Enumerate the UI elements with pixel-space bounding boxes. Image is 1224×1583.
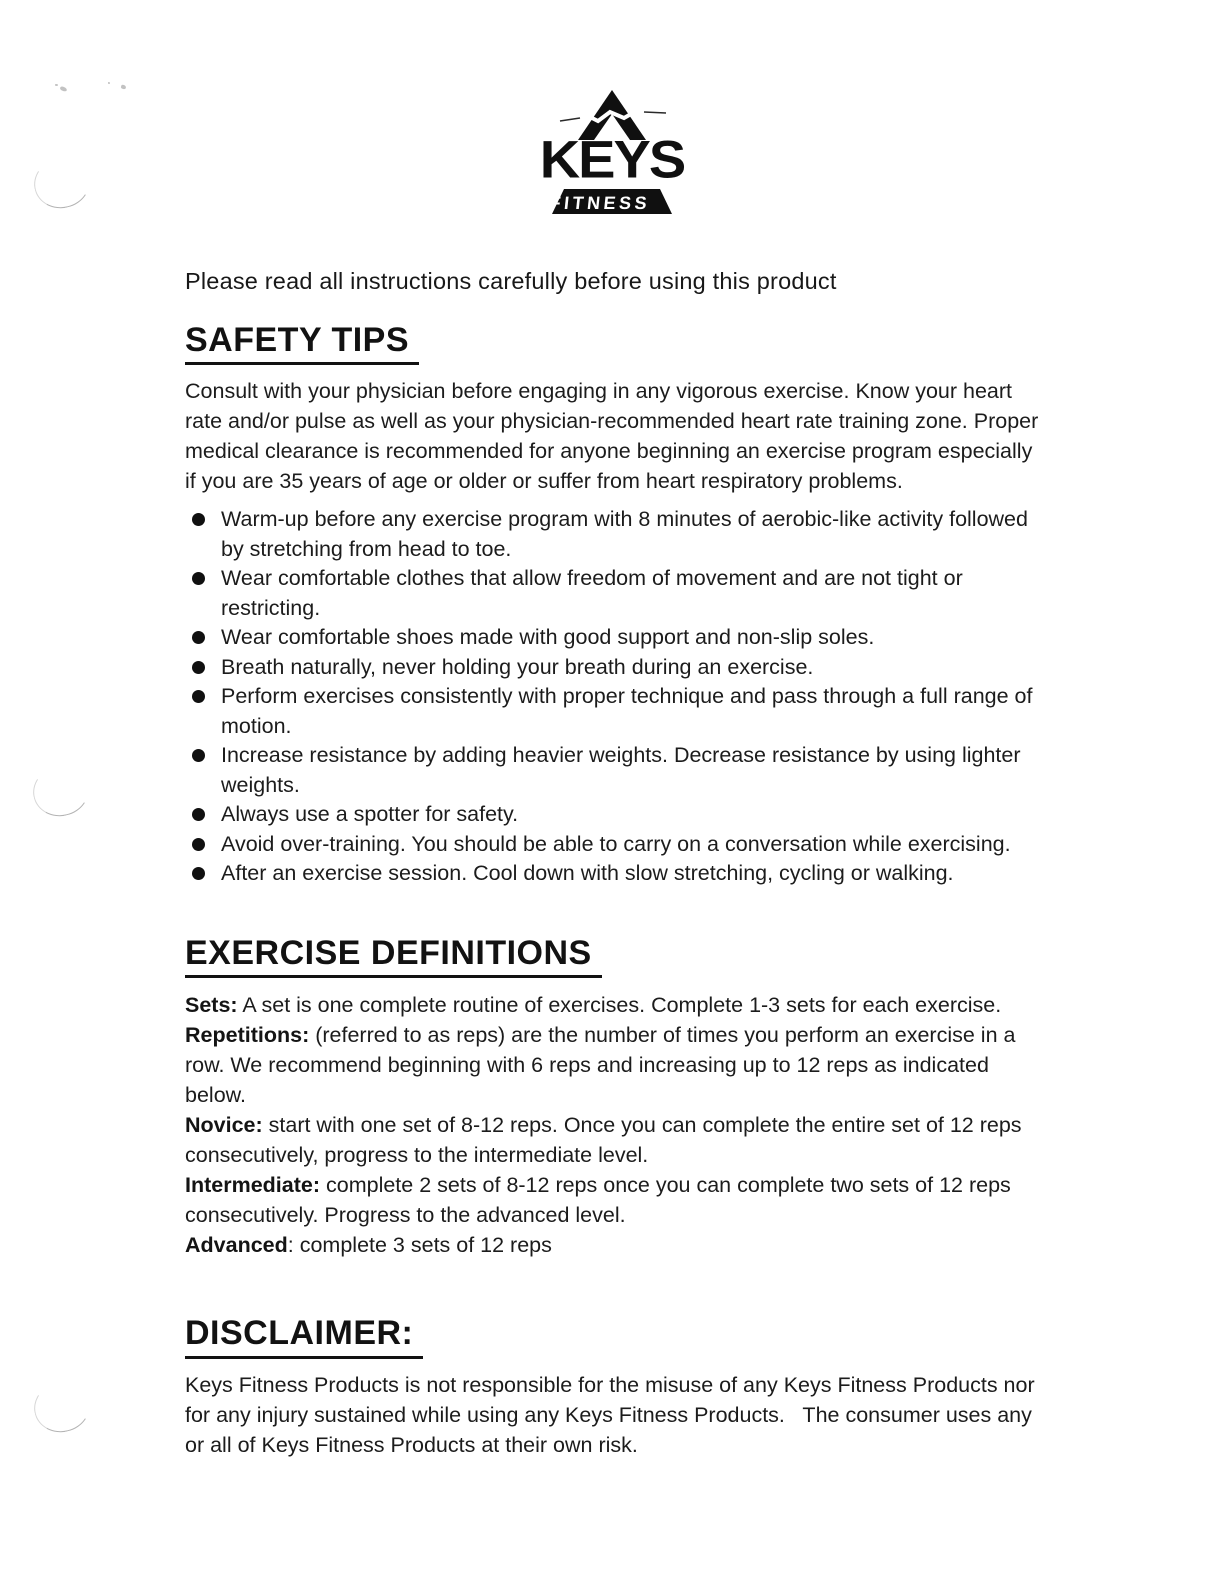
lead-instruction-line: Please read all instructions carefully before using this product: [185, 268, 837, 294]
definition-term: Repetitions:: [185, 1023, 310, 1048]
definition-text: start with one set of 8-12 reps. Once you can complete the entire set of 12 reps consecutively, progress to the intermediate level.: [185, 1113, 1022, 1168]
scan-speck-artifact: [121, 84, 127, 89]
definition-item: [185, 1170, 1041, 1230]
safety-tips-heading: SAFETY TIPS: [185, 322, 419, 365]
logo-sub-text: FITNESS: [548, 193, 652, 213]
safety-bullet-list: [185, 505, 1041, 889]
definition-term: Novice:: [185, 1113, 263, 1138]
scan-speck-artifact: [108, 82, 110, 84]
definition-text: A set is one complete routine of exercises. Complete 1-3 sets for each exercise.: [237, 993, 1002, 1018]
scan-arc-artifact: [29, 152, 95, 214]
definition-item: [185, 1020, 1041, 1110]
definition-text: complete 2 sets of 8-12 reps once you can complete two sets of 12 reps consecutively. Progress to the advanced level.: [185, 1173, 1011, 1228]
disclaimer-paragraph: Keys Fitness Products is not responsible for the misuse of any Keys Fitness Products nor for any injury sustained while using any Keys Fitness Products. The consumer uses any or all of Keys Fitness Products at their own risk.: [185, 1372, 1035, 1457]
exercise-definitions-heading: EXERCISE DEFINITIONS: [185, 935, 602, 978]
scan-arc-artifact: [29, 1376, 95, 1438]
document-content: [185, 0, 1041, 1460]
scan-speck-artifact: [55, 84, 58, 86]
definition-term: Advanced: [185, 1233, 288, 1258]
safety-bullet-item: Wear comfortable shoes made with good support and non-slip soles.: [185, 623, 1041, 653]
safety-bullet-item: Wear comfortable clothes that allow freedom of movement and are not tight or restricting.: [185, 564, 1041, 623]
safety-bullet-item: Breath naturally, never holding your breath during an exercise.: [185, 653, 1041, 683]
definition-text: (referred to as reps) are the number of times you perform an exercise in a row. We recommend beginning with 6 reps and increasing up to 12 reps as indicated below.: [185, 1023, 1016, 1108]
logo-brand-text: KEYS: [539, 129, 685, 189]
safety-bullet-item: Avoid over-training. You should be able to carry on a conversation while exercising.: [185, 830, 1041, 860]
definition-item: [185, 990, 1041, 1020]
definition-item: [185, 1230, 1041, 1260]
safety-bullet-item: Perform exercises consistently with proper technique and pass through a full range of motion.: [185, 682, 1041, 741]
exercise-definitions-body: [185, 990, 1041, 1260]
scan-speck-artifact: [60, 86, 68, 92]
definition-term: Sets:: [185, 993, 238, 1018]
safety-bullet-item: Warm-up before any exercise program with 8 minutes of aerobic-like activity followed by stretching from head to toe.: [185, 505, 1041, 564]
definition-text: : complete 3 sets of 12 reps: [287, 1233, 552, 1258]
safety-bullet-item: After an exercise session. Cool down with slow stretching, cycling or walking.: [185, 859, 1041, 889]
scan-arc-artifact: [28, 760, 94, 822]
safety-bullet-item: Increase resistance by adding heavier weights. Decrease resistance by using lighter weights.: [185, 741, 1041, 800]
safety-bullet-item: Always use a spotter for safety.: [185, 800, 1041, 830]
definition-term: Intermediate:: [185, 1173, 321, 1198]
safety-intro-paragraph: Consult with your physician before engaging in any vigorous exercise. Know your heart rate and/or pulse as well as your physician-recommended heart rate training zone. Proper medical clearance is recommended for anyone beginning an exercise program especially if you are 35 years of age or older or suffer from heart respiratory problems.: [185, 379, 1039, 494]
definition-item: [185, 1110, 1041, 1170]
disclaimer-heading: DISCLAIMER:: [185, 1315, 423, 1358]
